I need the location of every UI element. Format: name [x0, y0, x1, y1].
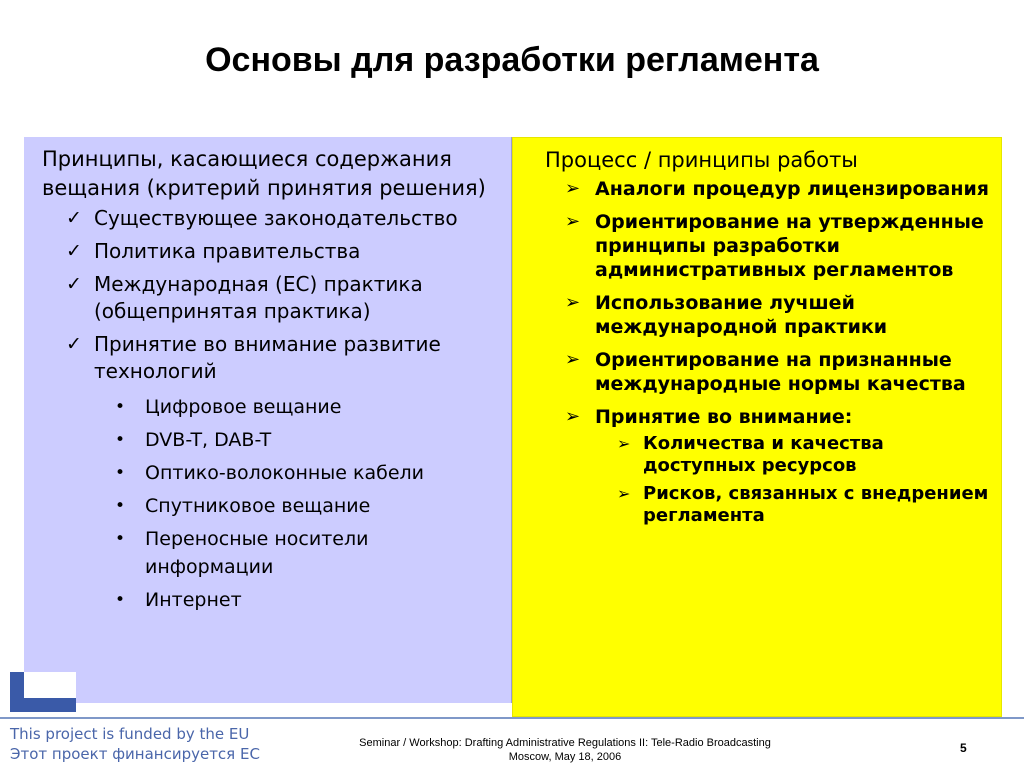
check-list-item [42, 238, 504, 265]
bullet-icon: • [115, 529, 126, 549]
seminar-title: Seminar / Workshop: Drafting Administrative Regulations II: Tele-Radio Broadcasting [359, 737, 771, 749]
arrow-list-item [540, 405, 995, 429]
arrow-list-item [540, 348, 995, 396]
bullet-icon: • [115, 430, 126, 450]
checkmark-icon: ✓ [66, 273, 82, 295]
arrow-bullet-icon: ➢ [617, 434, 631, 453]
check-item-text: Политика правительства [94, 239, 361, 263]
eu-logo-icon [10, 668, 76, 712]
checkmark-icon: ✓ [66, 333, 82, 355]
bullet-list-item [42, 393, 504, 421]
arrow-item-text: Ориентирование на признанные международные нормы качества [595, 349, 966, 395]
bullet-item-text: Интернет [145, 589, 242, 611]
bullet-item-text: DVB-T, DAB-T [145, 429, 272, 451]
slide-title: Основы для разработки регламента [205, 41, 819, 79]
page-number: 5 [960, 741, 967, 755]
bullet-list-item [42, 586, 504, 614]
sub-arrow-list-item [540, 483, 995, 527]
check-item-text: Принятие во внимание развитие технологий [94, 332, 441, 383]
right-heading: Процесс / принципы работы [545, 148, 858, 172]
bullet-item-text: Цифровое вещание [145, 396, 342, 418]
bullet-icon: • [115, 397, 126, 417]
left-heading: Принципы, касающиеся содержания вещания (критерий принятия решения) [42, 147, 486, 200]
bullet-list-item [42, 426, 504, 454]
arrow-bullet-icon: ➢ [617, 484, 631, 503]
arrow-list-item [540, 177, 995, 201]
arrow-bullet-icon: ➢ [565, 178, 581, 199]
bullet-icon: • [115, 590, 126, 610]
sub-arrow-list-item [540, 433, 995, 477]
arrow-bullet-icon: ➢ [565, 349, 581, 370]
funding-note-ru: Этот проект финансируется ЕС [10, 745, 260, 763]
bullet-icon: • [115, 496, 126, 516]
bullet-item-text: Оптико-волоконные кабели [145, 462, 425, 484]
seminar-date: Moscow, May 18, 2006 [508, 751, 622, 763]
bullet-list-item [42, 492, 504, 520]
check-list-item [42, 205, 504, 232]
arrow-list-item [540, 291, 995, 339]
footer-divider [0, 717, 1024, 719]
arrow-bullet-icon: ➢ [565, 406, 581, 427]
check-list-item [42, 271, 504, 325]
sub-arrow-item-text: Рисков, связанных с внедрением регламента [643, 483, 989, 526]
bullet-list-item [42, 459, 504, 487]
checkmark-icon: ✓ [66, 207, 82, 229]
arrow-list-item [540, 210, 995, 282]
check-list-item [42, 331, 504, 385]
bullet-list-item [42, 525, 475, 581]
checkmark-icon: ✓ [66, 240, 82, 262]
footer-seminar-info [300, 736, 830, 764]
check-item-text: Существующее законодательство [94, 206, 458, 230]
bullet-icon: • [115, 463, 126, 483]
left-column [42, 145, 504, 619]
funding-note [10, 724, 290, 764]
bullet-item-text: Спутниковое вещание [145, 495, 371, 517]
arrow-item-text: Аналоги процедур лицензирования [595, 178, 989, 200]
bullet-item-text: Переносные носители информации [145, 528, 369, 578]
arrow-bullet-icon: ➢ [565, 292, 581, 313]
arrow-item-text: Принятие во внимание: [595, 406, 853, 428]
right-column [540, 146, 995, 533]
arrow-bullet-icon: ➢ [565, 211, 581, 232]
sub-arrow-item-text: Количества и качества доступных ресурсов [643, 433, 884, 476]
arrow-item-text: Ориентирование на утвержденные принципы разработки административных регламентов [595, 211, 984, 281]
check-item-text: Международная (ЕС) практика (общепринятая практика) [94, 272, 423, 323]
arrow-item-text: Использование лучшей международной практики [595, 292, 888, 338]
funding-note-en: This project is funded by the EU [10, 725, 250, 743]
